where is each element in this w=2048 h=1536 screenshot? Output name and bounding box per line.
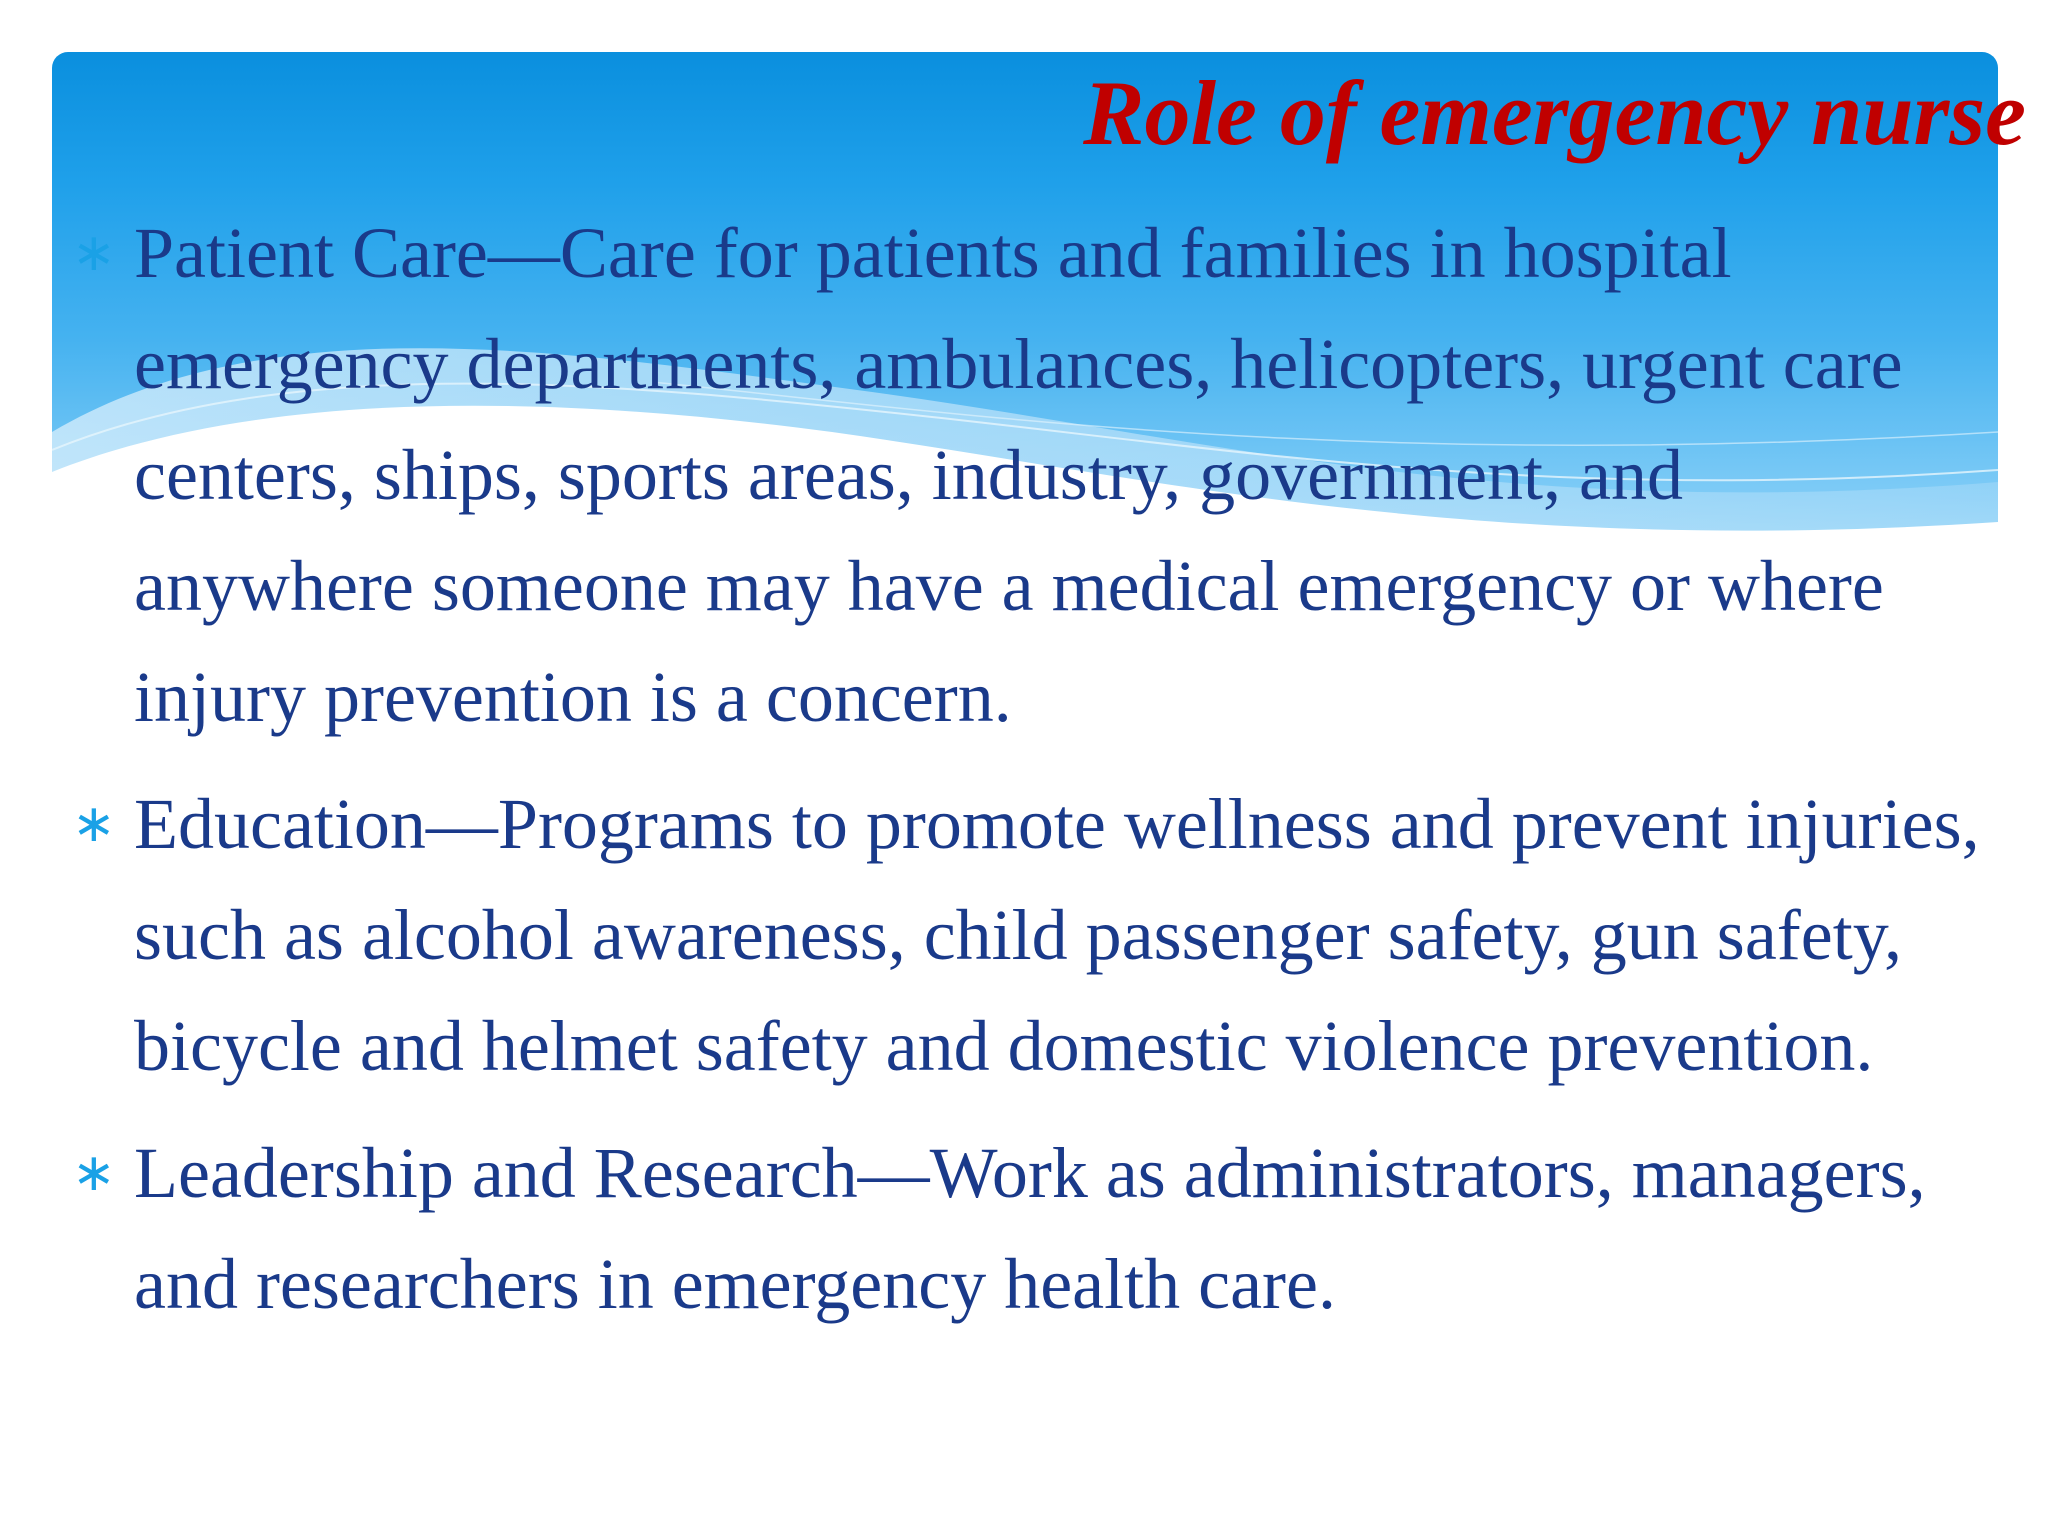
bullet-item-patient-care	[60, 198, 1980, 753]
bullet-list	[60, 198, 1980, 1356]
bullet-item-leadership-research	[60, 1118, 1980, 1340]
asterisk-bullet-icon: ∗	[72, 794, 116, 854]
bullet-text: Education—Programs to promote wellness and prevent injuries, such as alcohol awareness, child passenger safety, gun safety, bicycle and helmet safety and domestic violence prevention.	[134, 784, 1980, 1086]
asterisk-bullet-icon: ∗	[72, 223, 116, 283]
bullet-text: Patient Care—Care for patients and families in hospital emergency departments, ambulances, helicopters, urgent care centers, ships, sports areas, industry, government, and anywhere someone may have a medical emergency or where injury prevention is a concern.	[134, 213, 1903, 737]
bullet-text: Leadership and Research—Work as administrators, managers, and researchers in emergency health care.	[134, 1133, 1926, 1324]
asterisk-bullet-icon: ∗	[72, 1143, 116, 1203]
bullet-item-education	[60, 769, 1980, 1102]
slide-title: Role of emergency nurse	[1083, 62, 2026, 164]
